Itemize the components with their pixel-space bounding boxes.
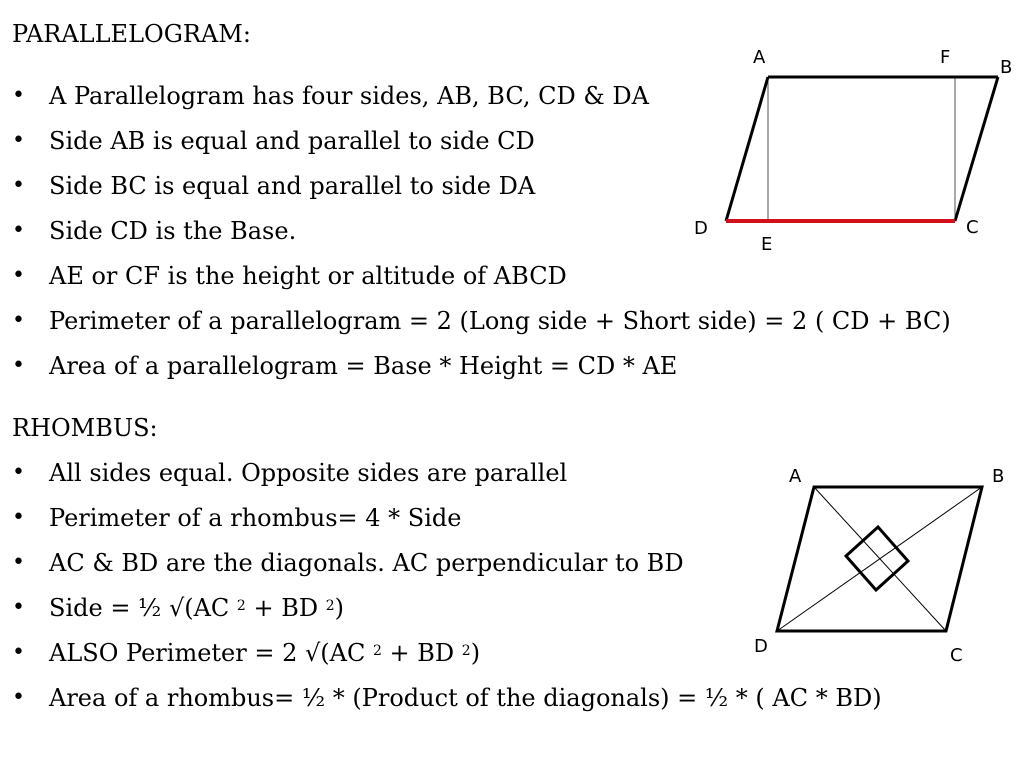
list-item: • Perimeter of a rhombus= 4 * Side [12,504,462,532]
list-item: • Perimeter of a parallelogram = 2 (Long side + Short side) = 2 ( CD + BC) [12,307,951,335]
list-item: • A Parallelogram has four sides, AB, BC, CD & DA [12,82,649,110]
bullet-icon: • [12,595,25,620]
bullet-icon: • [12,83,25,108]
bullet-icon: • [12,550,25,575]
bullet-icon: • [12,218,25,243]
list-item: • Area of a rhombus= ½ * (Product of the diagonals) = ½ * ( AC * BD) [12,684,882,712]
bullet-icon: • [12,173,25,198]
label-b: B [1000,57,1013,78]
bullet-icon: • [12,263,25,288]
bullet-icon: • [12,685,25,710]
bullet-icon: • [12,353,25,378]
label-d: D [754,636,768,657]
label-a: A [753,47,766,68]
right-angle-marker [846,527,908,590]
label-c: C [950,645,963,666]
label-d: D [694,218,708,239]
label-e: E [761,234,773,255]
bullet-icon: • [12,640,25,665]
bullet-icon: • [12,128,25,153]
perimeter-formula: ALSO Perimeter = 2 √(AC $^2$ + BD $^2$) [49,639,481,667]
bullet-icon: • [12,505,25,530]
rhombus-heading: RHOMBUS: [12,414,158,442]
label-b: B [992,466,1005,487]
label-c: C [966,217,979,238]
list-item: • Area of a parallelogram = Base * Height = CD * AE [12,352,678,380]
side-formula: Side = ½ √(AC $^2$ + BD $^2$) [49,594,345,622]
list-item: • Side CD is the Base. [12,217,297,245]
bullet-icon: • [12,308,25,333]
label-a: A [789,466,802,487]
list-item: • AE or CF is the height or altitude of ABCD [12,262,567,290]
list-item: • All sides equal. Opposite sides are parallel [12,459,568,487]
list-item: • Side AB is equal and parallel to side CD [12,127,535,155]
parallelogram-heading: PARALLELOGRAM: [12,20,251,48]
bullet-icon: • [12,460,25,485]
list-item: • AC & BD are the diagonals. AC perpendicular to BD [12,549,684,577]
list-item: • Side BC is equal and parallel to side DA [12,172,536,200]
label-f: F [940,47,951,68]
